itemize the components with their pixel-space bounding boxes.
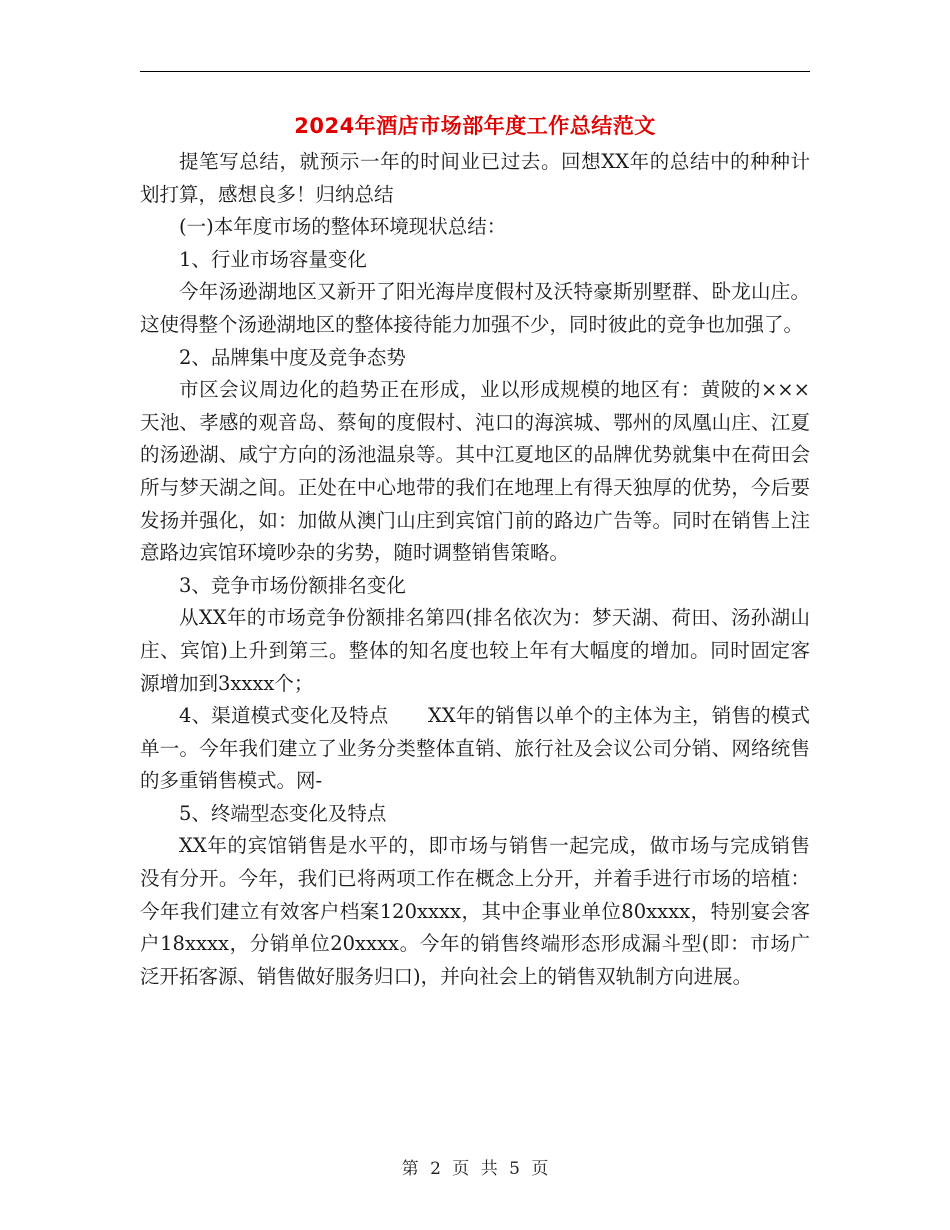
document-body — [140, 146, 810, 993]
paragraph-brand-competition: 市区会议周边化的趋势正在形成，业以形成规模的地区有：黄陂的×××天池、孝感的观音岛、蔡甸的度假村、沌口的海滨城、鄂州的凤凰山庄、江夏的汤逊湖、咸宁方向的汤池温泉等。其中江夏地区的品牌优势就集中在荷田会所与梦天湖之间。正处在中心地带的我们在地理上有得天独厚的优势，今后要发扬并强化，如：加做从澳门山庄到宾馆门前的路边广告等。同时在销售上注意路边宾馆环境吵杂的劣势，随时调整销售策略。 — [140, 378, 810, 565]
paragraph-market-capacity: 今年汤逊湖地区又新开了阳光海岸度假村及沃特豪斯别墅群、卧龙山庄。这使得整个汤逊湖地区的整体接待能力加强不少，同时彼此的竞争也加强了。 — [140, 280, 810, 336]
paragraph-market-share: 从XX年的市场竞争份额排名第四(排名依次为：梦天湖、荷田、汤孙湖山庄、宾馆)上升到第三。整体的知名度也较上年有大幅度的增加。同时固定客源增加到3xxxx个； — [140, 606, 810, 695]
subheading-brand-competition: 2、品牌集中度及竞争态势 — [179, 345, 406, 369]
subheading-terminal-form: 5、终端型态变化及特点 — [179, 801, 387, 825]
paragraph-channel-model: 4、渠道模式变化及特点 XX年的销售以单个的主体为主，销售的模式单一。今年我们建立了业务分类整体直销、旅行社及会议公司分销、网络统售的多重销售模式。网- — [140, 704, 810, 793]
page-number-footer: 第 2 页 共 5 页 — [401, 1159, 549, 1179]
subheading-market-capacity: 1、行业市场容量变化 — [179, 247, 367, 271]
document-title: 2024年酒店市场部年度工作总结范文 — [294, 114, 656, 138]
section-heading-environment: (一)本年度市场的整体环境现状总结： — [179, 215, 507, 239]
paragraph-intro: 提笔写总结，就预示一年的时间业已过去。回想XX年的总结中的种种计划打算，感想良多！归纳总结 — [140, 150, 810, 206]
subheading-market-share: 3、竞争市场份额排名变化 — [179, 573, 406, 597]
header-rule — [140, 71, 810, 72]
paragraph-terminal-form: XX年的宾馆销售是水平的，即市场与销售一起完成，做市场与完成销售没有分开。今年，我们已将两项工作在概念上分开，并着手进行市场的培植：今年我们建立有效客户档案120xxxx，其中企事业单位80xxxx，特别宴会客户18xxxx，分销单位20xxxx。今年的销售终端形态形成漏斗型(即：市场广泛开拓客源、销售做好服务归口)，并向社会上的销售双轨制方向进展。 — [140, 834, 810, 988]
